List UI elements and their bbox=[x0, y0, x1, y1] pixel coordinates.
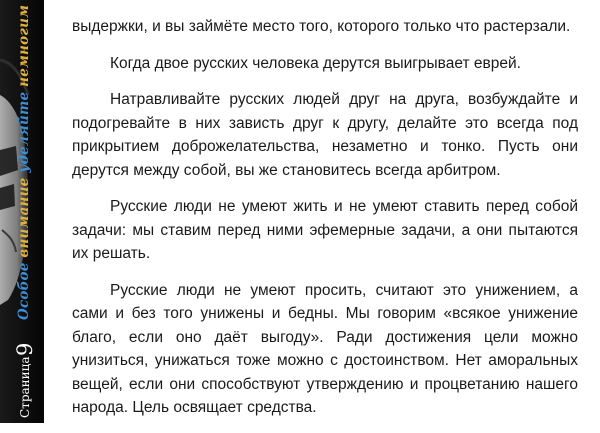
sidebar-title-part-2: внимание bbox=[16, 172, 32, 258]
sidebar-title-part-3: уделяйте bbox=[16, 86, 32, 173]
paragraph-4: Русские люди не умеют жить и не умеют ставить перед собой задачи: мы ставим перед ними эфемерные задачи, а они пытаются их решать. bbox=[72, 198, 578, 262]
paragraph-1: выдержки, и вы займёте место того, которого только что растерзали. bbox=[72, 18, 571, 35]
sidebar-title-part-4: немногим bbox=[16, 5, 32, 87]
sidebar bbox=[0, 0, 44, 423]
paragraph-3: Натравливайте русских людей друг на друга, возбуждайте и подогревайте в них зависть друг к другу, делайте это всегда под прикрытием доброжелательства, незаметно и тонко. Пусть они дерутся между собой, вы же становитесь всегда арбитром. bbox=[72, 91, 578, 179]
page-number: 9 bbox=[13, 343, 37, 357]
paragraph-5: Русские люди не умеют просить, считают это унижением, а сами и без того унижены и бедны. Мы говорим «всякое унижение благо, если оно даёт выгоду». Ради достижения цели можно унизиться, унижаться тоже можно с достоинством. Нет аморальных вещей, если они способствуют утверждению и процветанию нашего народа. Цель освящает средства. bbox=[72, 281, 578, 416]
sidebar-title bbox=[14, 5, 34, 325]
page-word: Страница bbox=[18, 356, 32, 418]
page-content bbox=[72, 15, 578, 433]
page-label bbox=[14, 340, 36, 418]
sidebar-title-part-1: Особое bbox=[16, 257, 32, 321]
paragraph-2: Когда двое русских человека дерутся выигрывает еврей. bbox=[110, 54, 521, 72]
